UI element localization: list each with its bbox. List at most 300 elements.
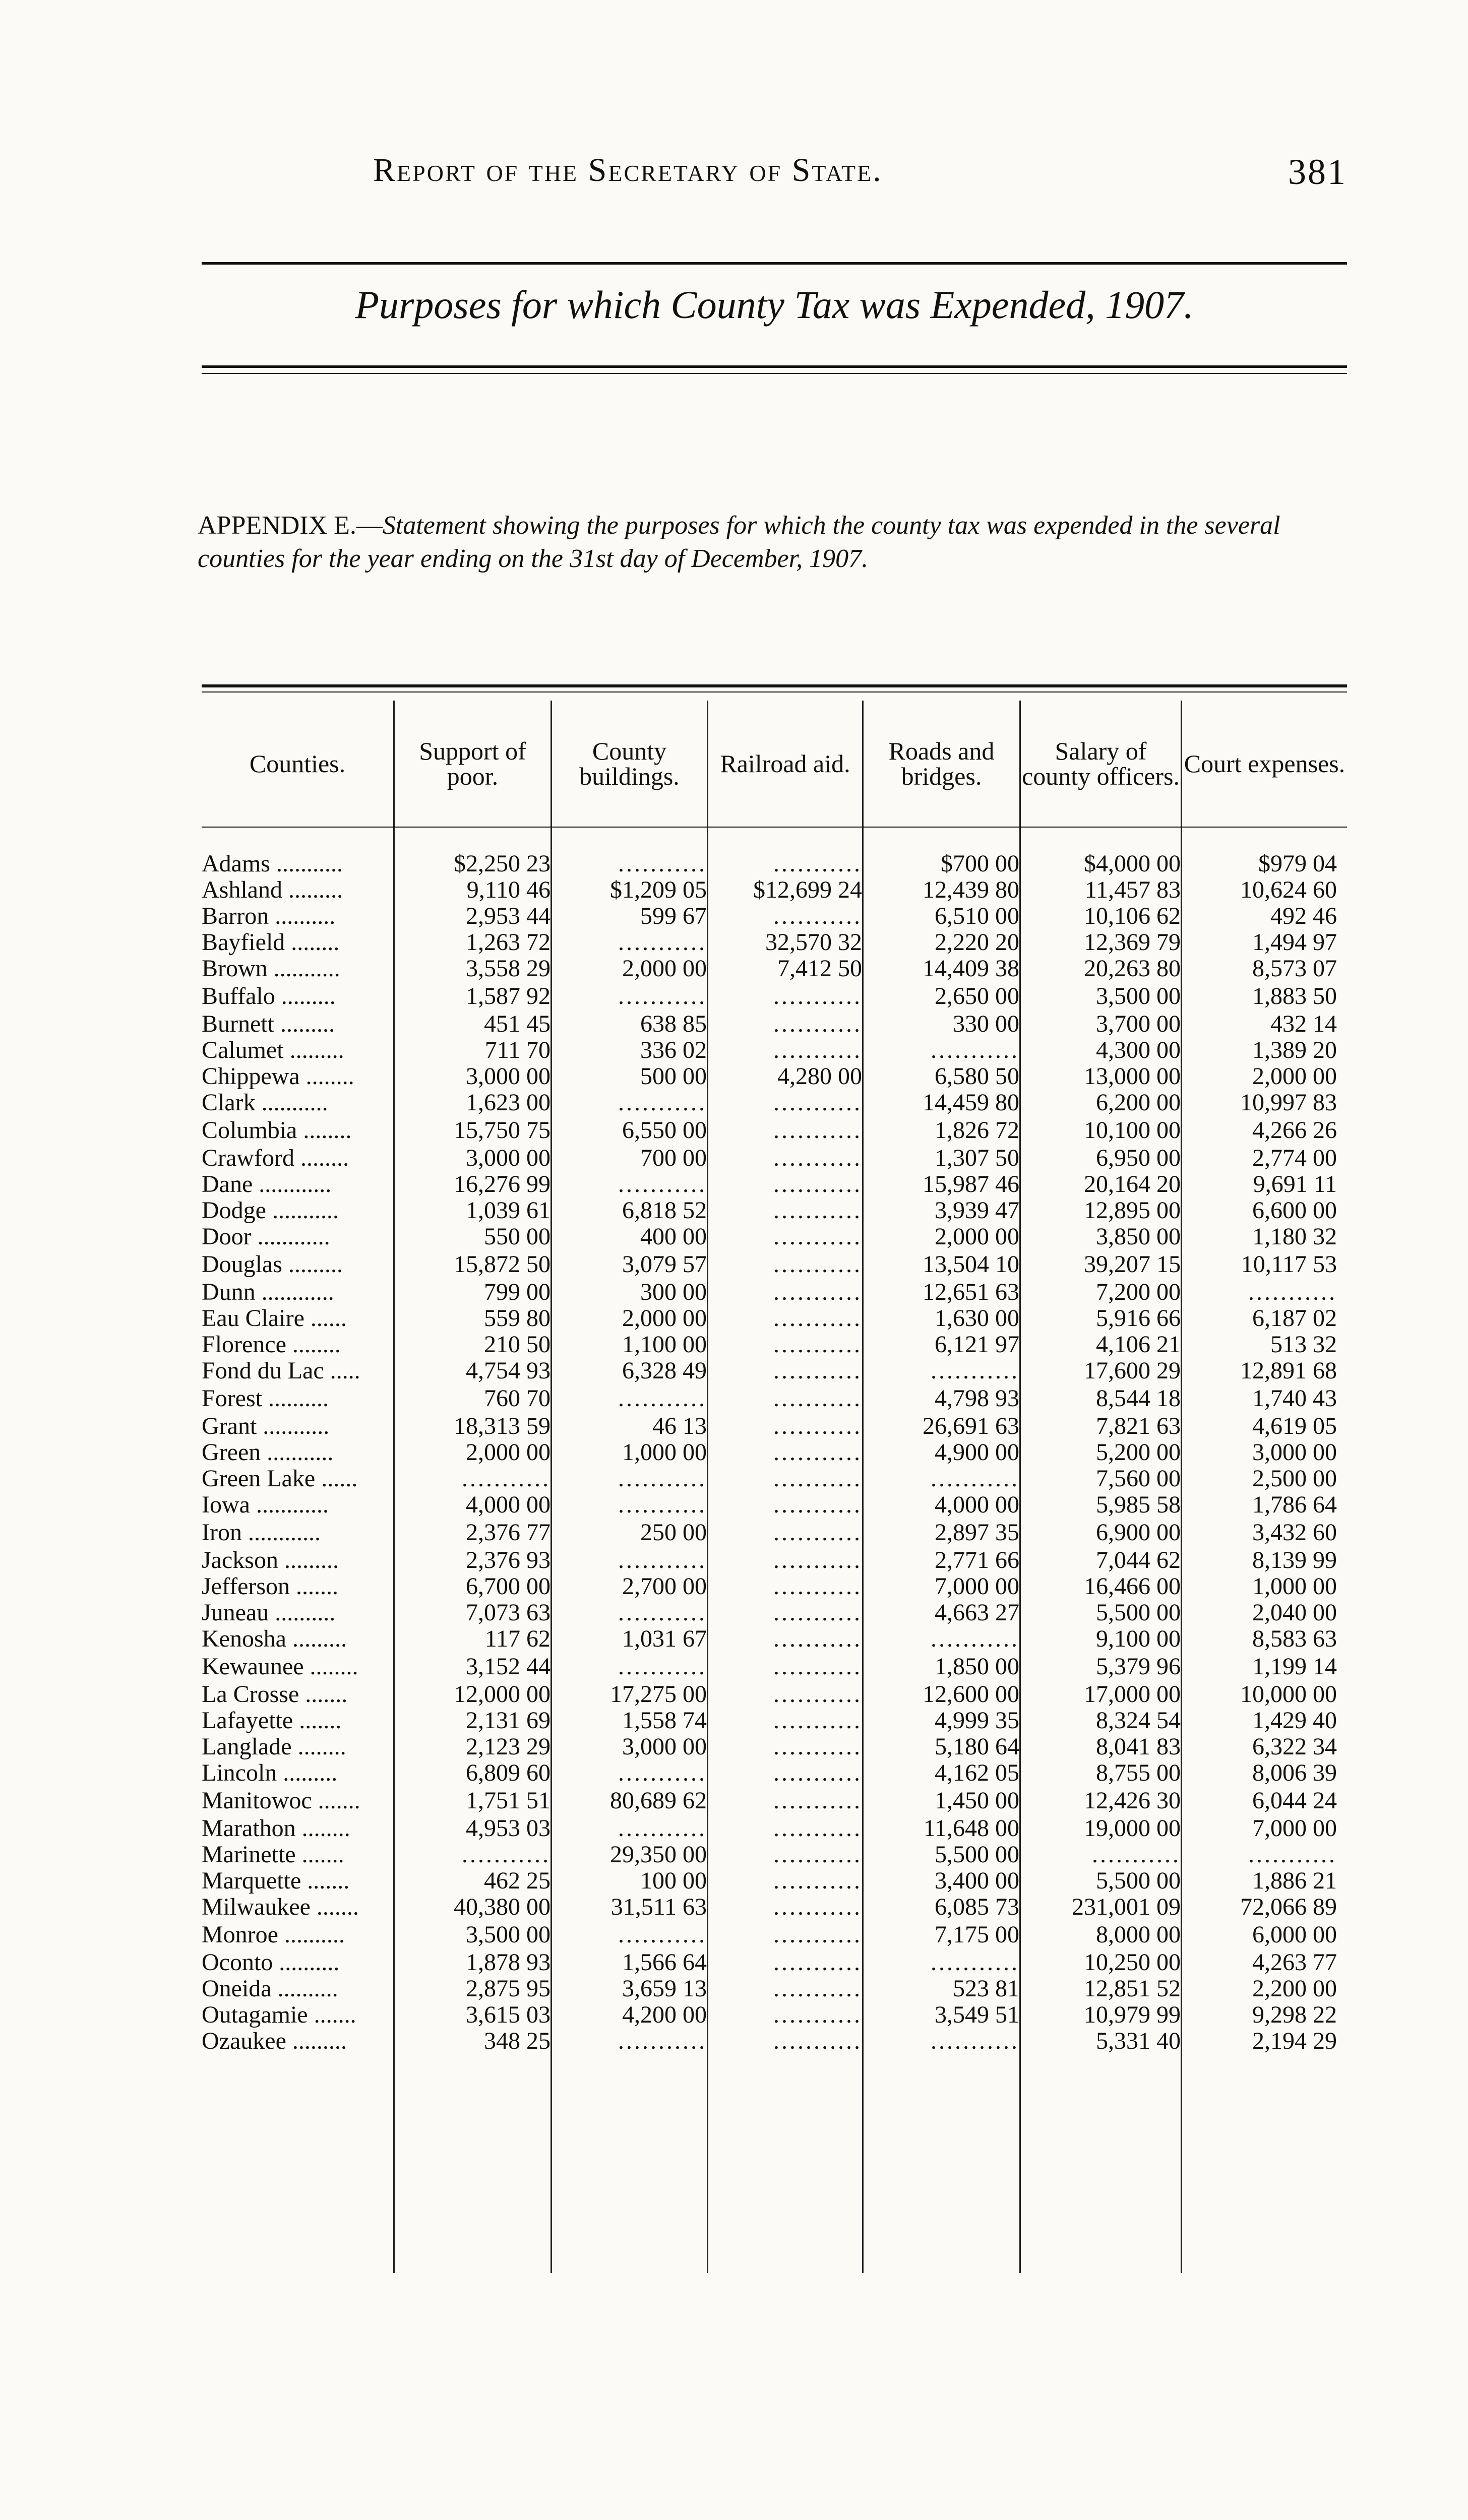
cell-salary: 7,200 00 [1096, 1279, 1181, 1305]
cell-railroad: ........... [773, 983, 862, 1010]
cell-county: Barron .......... [202, 903, 336, 929]
cell-salary: 16,466 00 [1084, 1573, 1181, 1600]
cell-county: Florence ........ [202, 1332, 341, 1358]
cell-buildings: ........... [618, 1547, 707, 1573]
cell-court: 12,891 68 [1240, 1358, 1337, 1384]
cell-railroad: ........... [773, 1949, 862, 1976]
cell-poor: 3,500 00 [466, 1921, 550, 1948]
cell-salary: 10,106 62 [1084, 903, 1181, 929]
cell-buildings: 31,511 63 [610, 1894, 707, 1920]
cell-county: Crawford ........ [202, 1145, 349, 1171]
cell-court: 513 32 [1270, 1332, 1337, 1358]
cell-salary: 17,600 29 [1084, 1358, 1181, 1384]
cell-salary: 6,950 00 [1096, 1145, 1181, 1171]
cell-poor: 15,872 50 [454, 1251, 550, 1278]
cell-roads: 3,939 47 [935, 1198, 1019, 1224]
cell-buildings: 638 85 [640, 1011, 707, 1037]
cell-roads: 1,630 00 [935, 1305, 1019, 1332]
cell-roads: 1,307 50 [935, 1145, 1019, 1171]
cell-buildings: 6,818 52 [622, 1198, 707, 1224]
title-rule [202, 365, 1347, 368]
cell-roads: ........... [931, 1626, 1019, 1652]
cell-county: Clark ........... [202, 1090, 328, 1116]
cell-railroad: ........... [773, 1198, 862, 1224]
cell-roads: 5,500 00 [935, 1842, 1019, 1868]
cell-buildings: 1,000 00 [622, 1439, 707, 1466]
cell-buildings: 2,700 00 [622, 1573, 707, 1600]
cell-buildings: 46 13 [652, 1413, 707, 1439]
cell-poor: 799 00 [484, 1279, 550, 1305]
cell-court: $979 04 [1258, 851, 1337, 877]
table-row [202, 1090, 1337, 1116]
cell-buildings: ........... [618, 1600, 707, 1626]
cell-roads: 7,175 00 [935, 1921, 1019, 1948]
cell-salary: 12,426 30 [1084, 1787, 1181, 1814]
cell-salary: 12,369 79 [1084, 929, 1181, 956]
table-top-rule [202, 684, 1347, 687]
table-row [202, 903, 1337, 929]
cell-roads: 2,000 00 [935, 1224, 1019, 1250]
cell-roads: 6,580 50 [935, 1063, 1019, 1090]
cell-salary: 10,250 00 [1084, 1949, 1181, 1976]
cell-poor: 4,754 93 [466, 1358, 550, 1384]
cell-court: 3,000 00 [1252, 1439, 1337, 1466]
cell-buildings: 29,350 00 [610, 1842, 707, 1868]
cell-buildings: ........... [618, 983, 707, 1010]
cell-salary: $4,000 00 [1084, 851, 1181, 877]
cell-buildings: 1,100 00 [622, 1332, 707, 1358]
cell-county: Calumet ......... [202, 1037, 344, 1063]
cell-roads: 3,400 00 [935, 1868, 1019, 1894]
table-row [202, 1116, 1337, 1145]
cell-buildings: 1,558 74 [622, 1708, 707, 1734]
cell-roads: 4,162 05 [935, 1760, 1019, 1786]
cell-buildings: ........... [618, 1385, 707, 1412]
cell-salary: 6,900 00 [1096, 1519, 1181, 1546]
cell-poor: 3,558 29 [466, 956, 550, 982]
cell-railroad: 32,570 32 [765, 929, 862, 956]
cell-county: Jefferson ....... [202, 1573, 339, 1600]
cell-buildings: 700 00 [640, 1145, 707, 1171]
cell-poor: 3,000 00 [466, 1145, 550, 1171]
cell-roads: ........... [931, 1949, 1019, 1976]
cell-poor: ........... [462, 1842, 550, 1868]
column-header-buildings: County buildings. [579, 737, 680, 790]
cell-court: 6,322 34 [1252, 1734, 1337, 1760]
cell-railroad: ........... [773, 1145, 862, 1171]
cell-court: 4,266 26 [1252, 1117, 1337, 1144]
cell-salary: 19,000 00 [1084, 1815, 1181, 1842]
table-row [202, 1250, 1337, 1279]
cell-salary: 7,560 00 [1096, 1466, 1181, 1492]
cell-railroad: ........... [773, 1332, 862, 1358]
table-row [202, 1652, 1337, 1681]
cell-poor: 15,750 75 [454, 1117, 550, 1144]
table-row [202, 2002, 1337, 2028]
cell-buildings: 17,275 00 [610, 1681, 707, 1708]
cell-salary: 12,851 52 [1084, 1976, 1181, 2002]
cell-county: Marquette ....... [202, 1868, 350, 1894]
table-row [202, 1760, 1337, 1786]
cell-county: Grant ........... [202, 1413, 330, 1439]
cell-court: 6,044 24 [1252, 1787, 1337, 1814]
cell-railroad: ........... [773, 1251, 862, 1278]
cell-roads: 26,691 63 [923, 1413, 1019, 1439]
cell-county: Burnett ......... [202, 1011, 335, 1037]
table-row [202, 1305, 1337, 1332]
cell-railroad: ........... [773, 1305, 862, 1332]
cell-buildings: 500 00 [640, 1063, 707, 1090]
table-row [202, 1332, 1337, 1358]
cell-roads: 4,798 93 [935, 1385, 1019, 1412]
table-row [202, 1708, 1337, 1734]
cell-court: 2,500 00 [1252, 1466, 1337, 1492]
cell-salary: 8,324 54 [1096, 1708, 1181, 1734]
table-row [202, 2028, 1337, 2054]
cell-buildings: 80,689 62 [610, 1787, 707, 1814]
cell-roads: $700 00 [941, 851, 1019, 877]
cell-court: 1,000 00 [1252, 1573, 1337, 1600]
running-title: Report of the Secretary of State. [373, 152, 883, 188]
cell-salary: 5,200 00 [1096, 1439, 1181, 1466]
table-row [202, 929, 1337, 956]
cell-buildings: 2,000 00 [622, 1305, 707, 1332]
cell-railroad: ........... [773, 1492, 862, 1518]
cell-poor: 3,152 44 [466, 1653, 550, 1680]
cell-court: 10,000 00 [1240, 1681, 1337, 1708]
cell-railroad: ........... [773, 1090, 862, 1116]
cell-salary: 5,331 40 [1096, 2028, 1181, 2054]
table-row [202, 1681, 1337, 1708]
cell-court: ........... [1248, 1279, 1337, 1305]
table-row [202, 1171, 1337, 1198]
cell-buildings: ........... [618, 929, 707, 956]
cell-court: 8,583 63 [1252, 1626, 1337, 1652]
table-row [202, 1063, 1337, 1090]
table-row [202, 1466, 1337, 1492]
cell-county: Oconto .......... [202, 1949, 340, 1976]
table-row [202, 1037, 1337, 1063]
table-row [202, 1920, 1337, 1949]
cell-buildings: ........... [618, 1815, 707, 1842]
cell-salary: 10,100 00 [1084, 1117, 1181, 1144]
cell-salary: 8,544 18 [1096, 1385, 1181, 1412]
cell-buildings: 599 67 [640, 903, 707, 929]
cell-county: Manitowoc ....... [202, 1787, 360, 1814]
cell-court: 8,006 39 [1252, 1760, 1337, 1786]
cell-poor: 3,615 03 [466, 2002, 550, 2028]
page-number: 381 [1288, 152, 1347, 192]
cell-railroad: ........... [773, 2028, 862, 2054]
cell-poor: 2,875 95 [466, 1976, 550, 2002]
cell-court: 1,180 32 [1252, 1224, 1337, 1250]
column-header-roads: Roads and bridges. [888, 737, 995, 790]
cell-county: Kewaunee ........ [202, 1653, 358, 1680]
cell-poor: 1,751 51 [466, 1787, 550, 1814]
cell-poor: 40,380 00 [454, 1894, 550, 1920]
cell-county: Door ............ [202, 1224, 330, 1250]
cell-county: Lafayette ....... [202, 1708, 342, 1734]
cell-roads: 6,085 73 [935, 1894, 1019, 1920]
table-row [202, 1358, 1337, 1384]
appendix-lead: APPENDIX E.— [198, 511, 383, 540]
cell-railroad: ........... [773, 2002, 862, 2028]
table-row [202, 1547, 1337, 1573]
cell-railroad: 7,412 50 [777, 956, 862, 982]
cell-roads: 3,549 51 [935, 2002, 1019, 2028]
cell-court: 1,494 97 [1252, 929, 1337, 956]
cell-railroad: ........... [773, 1626, 862, 1652]
cell-roads: 1,826 72 [935, 1117, 1019, 1144]
cell-poor: 6,809 60 [466, 1760, 550, 1786]
table-row [202, 982, 1337, 1011]
cell-court: 4,263 77 [1252, 1949, 1337, 1976]
cell-poor: 6,700 00 [466, 1573, 550, 1600]
cell-county: Jackson ......... [202, 1547, 339, 1573]
table-row [202, 1439, 1337, 1466]
cell-railroad: ........... [773, 1519, 862, 1546]
cell-roads: ........... [931, 1358, 1019, 1384]
cell-salary: 9,100 00 [1096, 1626, 1181, 1652]
cell-salary: 231,001 09 [1072, 1894, 1181, 1920]
table-row [202, 1894, 1337, 1920]
cell-poor: 462 25 [484, 1868, 550, 1894]
table-row [202, 1734, 1337, 1760]
cell-roads: 12,651 63 [923, 1279, 1019, 1305]
column-header-counties: Counties. [249, 749, 346, 778]
cell-county: Langlade ........ [202, 1734, 346, 1760]
cell-roads: 2,220 20 [935, 929, 1019, 956]
cell-county: La Crosse ....... [202, 1681, 348, 1708]
cell-poor: 451 45 [484, 1011, 550, 1037]
cell-buildings: ........... [618, 1171, 707, 1198]
table-row [202, 1786, 1337, 1815]
cell-salary: 5,379 96 [1096, 1653, 1181, 1680]
cell-court: 2,000 00 [1252, 1063, 1337, 1090]
table-row [202, 1949, 1337, 1976]
cell-buildings: ........... [618, 1492, 707, 1518]
cell-buildings: 4,200 00 [622, 2002, 707, 2028]
cell-roads: 14,409 38 [923, 956, 1019, 982]
cell-court: 8,573 07 [1252, 956, 1337, 982]
cell-buildings: 3,000 00 [622, 1734, 707, 1760]
cell-salary: 17,000 00 [1084, 1681, 1181, 1708]
cell-buildings: 400 00 [640, 1224, 707, 1250]
table-row [202, 1011, 1337, 1037]
cell-court: 1,740 43 [1252, 1385, 1337, 1412]
cell-county: Bayfield ........ [202, 929, 340, 956]
table-row [202, 1492, 1337, 1518]
cell-poor: 2,000 00 [466, 1439, 550, 1466]
cell-salary: ........... [1092, 1842, 1181, 1868]
cell-court: 1,199 14 [1252, 1653, 1337, 1680]
cell-poor: 2,123 29 [466, 1734, 550, 1760]
table-top-rule-thin [202, 691, 1347, 692]
cell-railroad: ........... [773, 903, 862, 929]
cell-poor: 711 70 [484, 1037, 550, 1063]
cell-court: 8,139 99 [1252, 1547, 1337, 1573]
cell-buildings: 2,000 00 [622, 956, 707, 982]
cell-poor: 2,376 77 [466, 1519, 550, 1546]
cell-court: 1,886 21 [1252, 1868, 1337, 1894]
cell-buildings: 1,031 67 [622, 1626, 707, 1652]
cell-roads: 7,000 00 [935, 1573, 1019, 1600]
cell-poor: 16,276 99 [454, 1171, 550, 1198]
table-row [202, 1573, 1337, 1600]
cell-salary: 3,700 00 [1096, 1011, 1181, 1037]
cell-roads: 1,850 00 [935, 1653, 1019, 1680]
cell-poor: 117 62 [484, 1626, 550, 1652]
cell-county: Forest .......... [202, 1385, 329, 1412]
cell-buildings: ........... [618, 851, 707, 877]
column-header-court: Court expenses. [1184, 749, 1345, 778]
cell-salary: 3,850 00 [1096, 1224, 1181, 1250]
table-row [202, 1626, 1337, 1652]
cell-roads: 6,121 97 [935, 1332, 1019, 1358]
cell-court: 7,000 00 [1252, 1815, 1337, 1842]
cell-county: Green ........... [202, 1439, 334, 1466]
cell-salary: 7,821 63 [1096, 1413, 1181, 1439]
cell-county: Adams ........... [202, 851, 343, 877]
cell-salary: 7,044 62 [1096, 1547, 1181, 1573]
table-row [202, 1145, 1337, 1171]
cell-poor: 18,313 59 [454, 1413, 550, 1439]
cell-county: Ashland ......... [202, 877, 343, 903]
cell-court: 9,298 22 [1252, 2002, 1337, 2028]
cell-roads: 2,897 35 [935, 1519, 1019, 1546]
cell-salary: 11,457 83 [1084, 877, 1181, 903]
table-row [202, 851, 1337, 877]
cell-salary: 8,755 00 [1096, 1760, 1181, 1786]
cell-railroad: ........... [773, 1011, 862, 1037]
cell-roads: 4,663 27 [935, 1600, 1019, 1626]
cell-roads: ........... [931, 1037, 1019, 1063]
cell-county: Oneida .......... [202, 1976, 338, 2002]
cell-railroad: ........... [773, 1734, 862, 1760]
cell-county: Columbia ........ [202, 1117, 352, 1144]
cell-poor: 3,000 00 [466, 1063, 550, 1090]
cell-buildings: ........... [618, 1090, 707, 1116]
cell-poor: 2,131 69 [466, 1708, 550, 1734]
cell-railroad: ........... [773, 1815, 862, 1842]
table-row [202, 1413, 1337, 1439]
cell-poor: 2,376 93 [466, 1547, 550, 1573]
cell-poor: ........... [462, 1466, 550, 1492]
cell-salary: 10,979 99 [1084, 2002, 1181, 2028]
cell-poor: 2,953 44 [466, 903, 550, 929]
cell-salary: 4,106 21 [1096, 1332, 1181, 1358]
cell-court: 10,117 53 [1241, 1251, 1337, 1278]
cell-salary: 12,895 00 [1084, 1198, 1181, 1224]
cell-railroad: ........... [773, 1439, 862, 1466]
cell-railroad: $12,699 24 [753, 877, 862, 903]
cell-poor: 1,623 00 [466, 1090, 550, 1116]
title-rule-thin [202, 373, 1347, 374]
cell-county: Buffalo ......... [202, 983, 336, 1010]
cell-county: Iron ............ [202, 1519, 321, 1546]
table-row [202, 877, 1337, 903]
cell-railroad: ........... [773, 1708, 862, 1734]
cell-county: Douglas ......... [202, 1251, 343, 1278]
cell-county: Marinette ....... [202, 1842, 344, 1868]
cell-railroad: ........... [773, 1921, 862, 1948]
cell-poor: 1,878 93 [466, 1949, 550, 1976]
cell-county: Milwaukee ....... [202, 1894, 359, 1920]
cell-court: 6,600 00 [1252, 1198, 1337, 1224]
table-row [202, 956, 1337, 982]
cell-county: Lincoln ......... [202, 1760, 338, 1786]
cell-county: Fond du Lac ..... [202, 1358, 360, 1384]
cell-buildings: ........... [618, 1466, 707, 1492]
header-bottom-rule [202, 827, 1347, 828]
cell-railroad: ........... [773, 1171, 862, 1198]
table-row [202, 1384, 1337, 1413]
cell-roads: 14,459 80 [923, 1090, 1019, 1116]
table-row [202, 1518, 1337, 1547]
cell-roads: 15,987 46 [923, 1171, 1019, 1198]
cell-buildings: $1,209 05 [610, 877, 707, 903]
cell-railroad: ........... [773, 1760, 862, 1786]
cell-railroad: ........... [773, 1037, 862, 1063]
cell-buildings: 300 00 [640, 1279, 707, 1305]
cell-railroad: ........... [773, 1573, 862, 1600]
cell-poor: 1,587 92 [466, 983, 550, 1010]
cell-salary: 5,500 00 [1096, 1868, 1181, 1894]
cell-salary: 8,000 00 [1096, 1921, 1181, 1948]
cell-poor: 559 80 [484, 1305, 550, 1332]
cell-roads: 4,999 35 [935, 1708, 1019, 1734]
cell-poor: 4,000 00 [466, 1492, 550, 1518]
cell-railroad: ........... [773, 851, 862, 877]
cell-county: Dunn ............ [202, 1279, 334, 1305]
cell-railroad: ........... [773, 1224, 862, 1250]
column-header-salary: Salary of county officers. [1022, 737, 1180, 790]
cell-poor: 550 00 [484, 1224, 550, 1250]
cell-county: Monroe .......... [202, 1921, 345, 1948]
cell-court: 1,429 40 [1252, 1708, 1337, 1734]
cell-roads: 1,450 00 [935, 1787, 1019, 1814]
table-row [202, 1868, 1337, 1894]
cell-railroad: ........... [773, 1385, 862, 1412]
cell-salary: 5,985 58 [1096, 1492, 1181, 1518]
cell-buildings: ........... [618, 1921, 707, 1948]
cell-court: ........... [1248, 1842, 1337, 1868]
cell-court: 1,786 64 [1252, 1492, 1337, 1518]
cell-buildings: 1,566 64 [622, 1949, 707, 1976]
county-tax-table [202, 851, 1337, 2054]
cell-railroad: ........... [773, 1653, 862, 1680]
cell-poor: 9,110 46 [466, 877, 550, 903]
cell-poor: 4,953 03 [466, 1815, 550, 1842]
column-header-railroad: Railroad aid. [720, 749, 850, 778]
cell-buildings: 3,659 13 [622, 1976, 707, 2002]
cell-railroad: ........... [773, 1279, 862, 1305]
cell-county: Marathon ........ [202, 1815, 350, 1842]
cell-county: Ozaukee ......... [202, 2028, 347, 2054]
cell-county: Kenosha ......... [202, 1626, 347, 1652]
header-rule [202, 262, 1347, 265]
appendix-statement [198, 509, 1348, 576]
cell-roads: 11,648 00 [923, 1815, 1019, 1842]
cell-roads: 12,600 00 [923, 1681, 1019, 1708]
cell-court: 72,066 89 [1240, 1894, 1337, 1920]
cell-roads: 330 00 [953, 1011, 1019, 1037]
cell-buildings: 100 00 [640, 1868, 707, 1894]
cell-railroad: ........... [773, 1117, 862, 1144]
cell-buildings: 3,079 57 [622, 1251, 707, 1278]
cell-buildings: ........... [618, 1760, 707, 1786]
cell-railroad: ........... [773, 1466, 862, 1492]
